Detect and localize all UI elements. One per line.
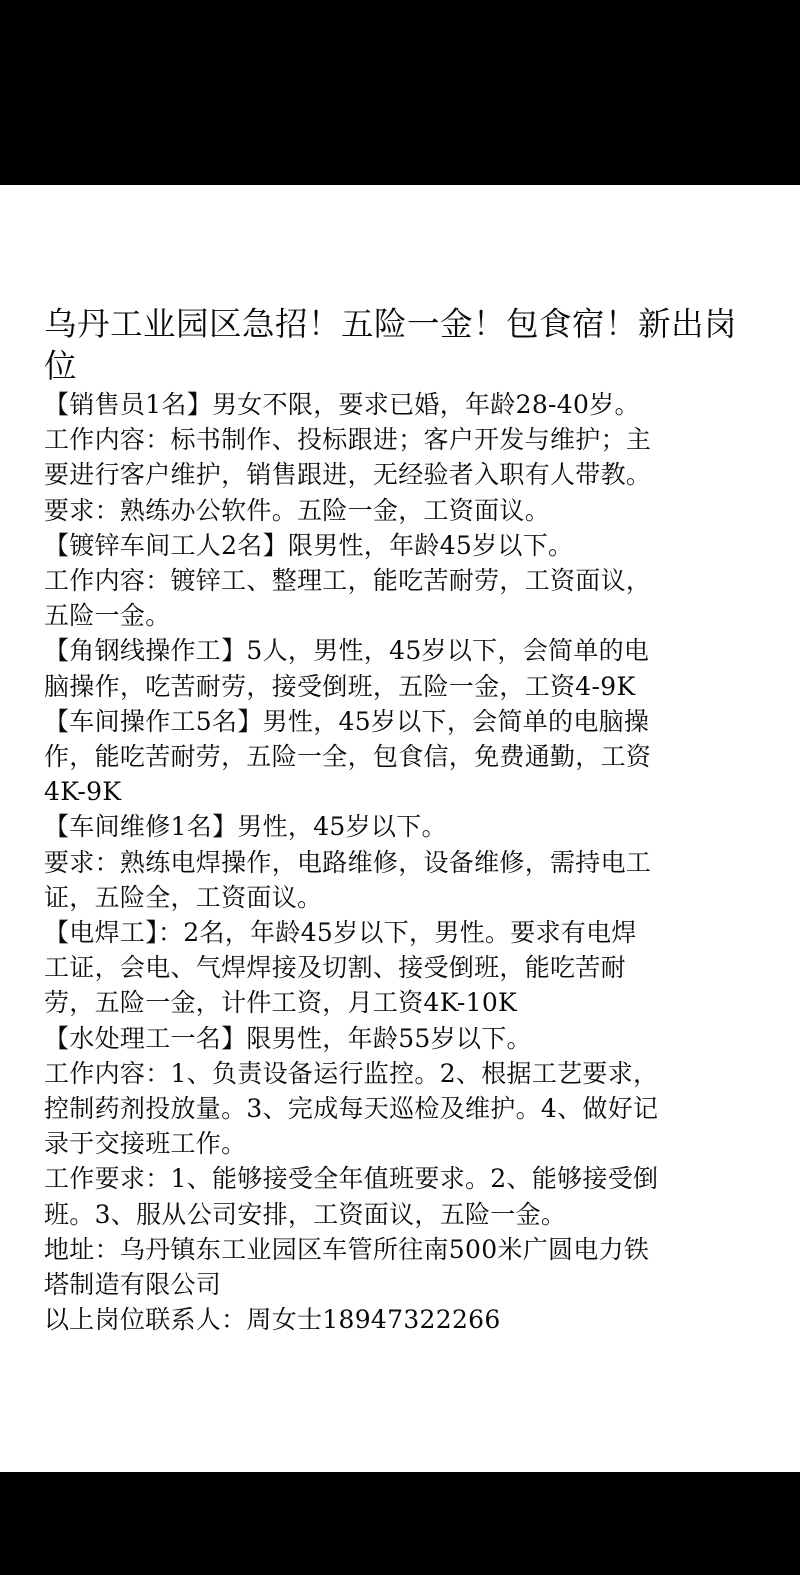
posting-line: 【水处理工一名】限男性，年龄55岁以下。	[44, 1023, 532, 1053]
post-image	[0, 185, 800, 1472]
posting-line: 【销售员1名】男女不限，要求已婚，年龄28-40岁。	[44, 390, 640, 419]
posting-line: 【电焊工】：2名，年龄45岁以下，男性。要求有电焊	[44, 918, 637, 948]
posting-title: 乌丹工业园区急招！五险一金！包食宿！新出岗位	[44, 305, 738, 385]
posting-line: 证，五险全，工资面议。	[44, 882, 323, 912]
posting-line: 要求：熟练电焊操作，电路维修，设备维修，需持电工	[44, 847, 652, 877]
posting-line: 【角钢线操作工】5人，男性，45岁以下，会简单的电	[44, 636, 650, 666]
posting-line: 工证，会电、气焊焊接及切割、接受倒班，能吃苦耐	[44, 953, 626, 983]
posting-line: 作，能吃苦耐劳，五险一全，包食信，免费通勤，工资	[44, 742, 652, 772]
posting-line: 【车间操作工5名】男性，45岁以下，会简单的电脑操	[44, 706, 650, 736]
posting-line: 塔制造有限公司	[44, 1270, 222, 1300]
posting-line: 以上岗位联系人：周女士18947322266	[44, 1305, 501, 1335]
posting-line: 工作内容：标书制作、投标跟进；客户开发与维护；主	[44, 425, 652, 455]
posting-line: 录于交接班工作。	[44, 1129, 247, 1159]
posting-line: 【车间维修1名】男性，45岁以下。	[44, 812, 447, 842]
posting-line: 脑操作，吃苦耐劳，接受倒班，五险一金，工资4-9K	[44, 671, 636, 701]
posting-line: 工作内容：1、负责设备运行监控。2、根据工艺要求，	[44, 1058, 659, 1088]
posting-line: 【镀锌车间工人2名】限男性，年龄45岁以下。	[44, 530, 574, 560]
posting-line: 班。3、服从公司安排，工资面议，五险一金。	[44, 1199, 567, 1229]
top-black-bar	[0, 0, 800, 185]
posting-line: 要进行客户维护，销售跟进，无经验者入职有人带教。	[44, 460, 652, 490]
posting-line: 工作内容：镀锌工、整理工，能吃苦耐劳，工资面议，	[44, 566, 652, 596]
posting-line: 劳，五险一金，计件工资，月工资4K-10K	[44, 988, 518, 1018]
bottom-black-bar	[0, 1472, 800, 1575]
job-posting	[44, 303, 760, 1337]
posting-line: 控制药剂投放量。3、完成每天巡检及维护。4、做好记	[44, 1094, 659, 1124]
posting-line: 工作要求：1、能够接受全年值班要求。2、能够接受倒	[44, 1164, 659, 1194]
posting-line: 地址：乌丹镇东工业园区车管所往南500米广圆电力铁	[44, 1234, 650, 1264]
posting-line: 要求：熟练办公软件。五险一金，工资面议。	[44, 495, 551, 525]
posting-line: 4K-9K	[44, 777, 122, 807]
posting-line: 五险一金。	[44, 601, 171, 631]
